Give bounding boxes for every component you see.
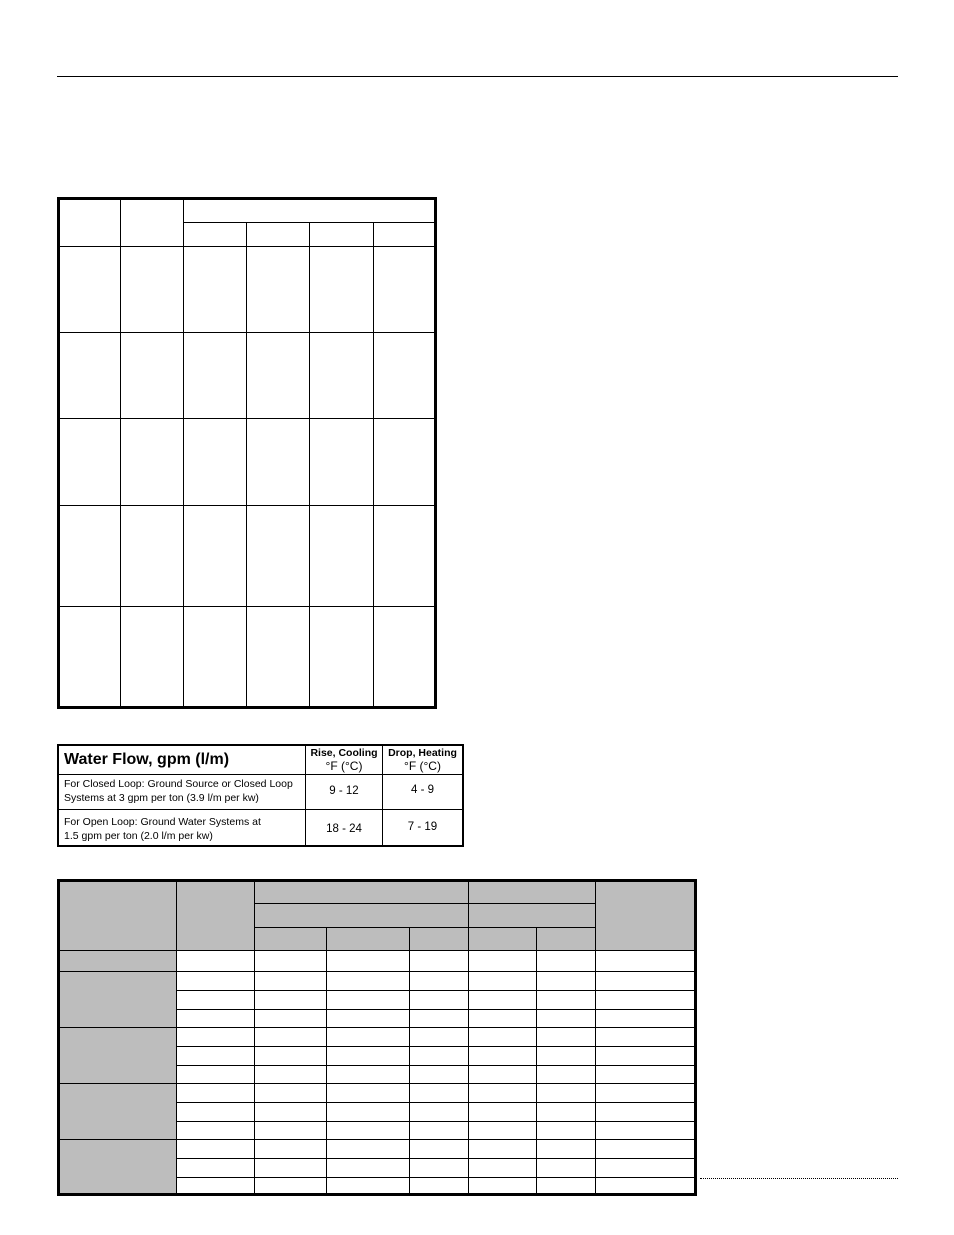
table-row-divider (60, 1083, 694, 1084)
table-column-divider (120, 200, 121, 706)
table-row-divider (60, 971, 694, 972)
table-row-divider (60, 1027, 694, 1028)
table-row-divider (60, 950, 694, 951)
rise-cooling-unit: °F (°C) (325, 759, 363, 773)
water-flow-table (57, 744, 464, 847)
table-row-divider (176, 1102, 694, 1103)
table-column-divider (183, 200, 184, 706)
drop-heating-header (383, 747, 462, 773)
table-column-divider (246, 223, 247, 706)
table-row-divider (254, 903, 595, 904)
table-column-divider (468, 882, 469, 1193)
table-column-divider (176, 882, 177, 1193)
table-column-divider (373, 223, 374, 706)
table-row-divider (176, 1065, 694, 1066)
open-loop-line-2: 1.5 gpm per ton (2.0 l/m per kw) (64, 830, 213, 842)
table-column-divider (309, 223, 310, 706)
table-row-divider (176, 1158, 694, 1159)
table-row-divider (176, 1121, 694, 1122)
closed-loop-line-1: For Closed Loop: Ground Source or Closed Loop (64, 778, 293, 790)
open-loop-line-1: For Open Loop: Ground Water Systems at (64, 816, 261, 828)
table-header-band-right (597, 882, 694, 950)
closed-loop-description (64, 777, 293, 805)
header-rule (57, 76, 898, 77)
table-row-divider (59, 774, 462, 775)
dotted-leader-line (700, 1178, 898, 1179)
blank-performance-table (57, 197, 437, 709)
table-row-divider (176, 1009, 694, 1010)
table-row-divider (60, 332, 434, 333)
closed-loop-drop-value: 4 - 9 (410, 784, 434, 796)
blank-shaded-table (57, 879, 697, 1196)
table-row-divider (176, 990, 694, 991)
table-row-divider (60, 1139, 694, 1140)
table-row-divider (60, 246, 434, 247)
table-row-divider (183, 222, 434, 223)
table-column-divider (536, 927, 537, 1193)
open-loop-drop-value: 7 - 19 (407, 821, 438, 833)
table-row-divider (59, 809, 462, 810)
closed-loop-rise-value: 9 - 12 (329, 785, 359, 797)
table-row-divider (254, 927, 595, 928)
rise-cooling-label: Rise, Cooling (310, 747, 378, 759)
water-flow-title: Water Flow, gpm (l/m) (64, 751, 230, 768)
open-loop-description (64, 815, 261, 843)
table-row-divider (60, 606, 434, 607)
table-column-divider (409, 927, 410, 1193)
closed-loop-line-2: Systems at 3 gpm per ton (3.9 l/m per kw) (64, 792, 259, 804)
drop-heating-unit: °F (°C) (404, 759, 441, 773)
table-column-divider (595, 882, 596, 1193)
table-row-divider (60, 418, 434, 419)
table-column-divider (326, 927, 327, 1193)
table-column-divider (254, 882, 255, 1193)
table-row-divider (176, 1177, 694, 1178)
open-loop-rise-value: 18 - 24 (326, 823, 362, 835)
rise-cooling-header (306, 747, 382, 773)
table-row-divider (176, 1046, 694, 1047)
table-row-divider (60, 505, 434, 506)
table-row-header-column (60, 950, 176, 1193)
drop-heating-label: Drop, Heating (388, 747, 457, 759)
